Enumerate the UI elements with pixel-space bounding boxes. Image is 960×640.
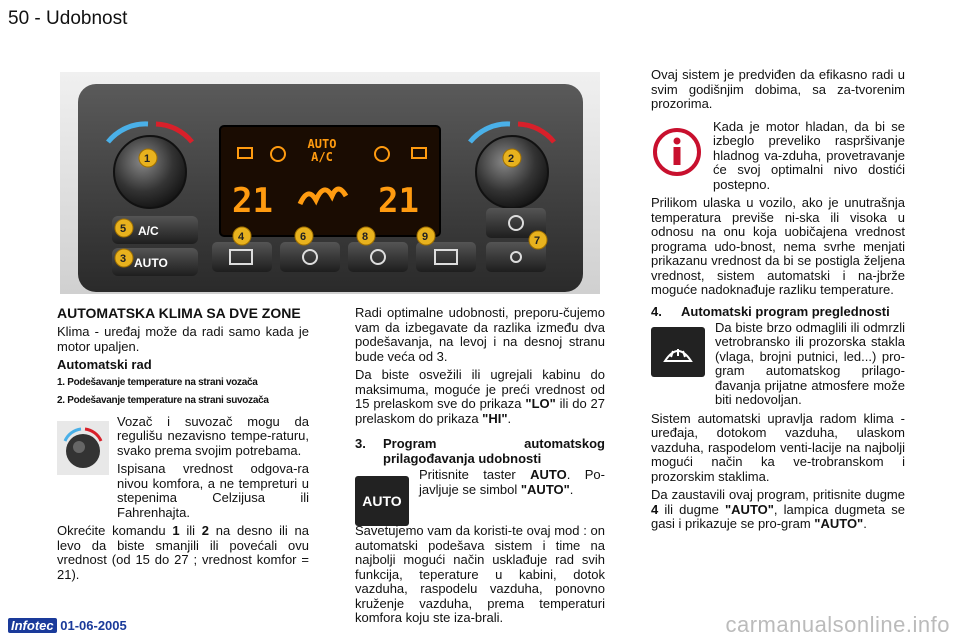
intro-text: Klima - uređaj može da radi samo kada je motor upaljen. xyxy=(57,324,309,354)
list-item-2: 2. Podešavanje temperature na strani suvozača xyxy=(57,394,269,406)
left-p1: Vozač i suvozač mogu da regulišu nezavisno tempe-raturu, svako prema svojim potrebama. xyxy=(117,413,309,458)
left-p3: Okrećite komandu 1 ili 2 na desno ili na levo da biste smanjili ili povećali ovu vrednost (od 15 do 27 ; vrednost komfor = 21). xyxy=(57,523,310,582)
right-p3: Prilikom ulaska u vozilo, ako je unutrašnja temperatura previše ni-ska ili visoka u odnosu na onu koja uobičajena vrednost programa udo-bnost, nema svrhe menjati prikazanu vrednost da bi se postigla željena vrednost, sistem automatski i na-jbrže moguće nadoknađuje razliku temperature. xyxy=(651,195,905,297)
fan-button xyxy=(280,242,340,272)
right-p1: Ovaj sistem je predviđen da efikasno radi u svim godišnjim dobima, sa za-tvorenim prozorima. xyxy=(651,67,905,111)
callout-4: 4 xyxy=(238,231,245,243)
callout-7: 7 xyxy=(534,235,541,247)
recirc-button xyxy=(348,242,408,272)
section-3-heading: 3. Program automatskog prilagođavanja udobnosti xyxy=(355,436,605,466)
middle-column xyxy=(355,306,605,630)
right-p4: Da biste brzo odmaglili ili odmrzli vetrobransko ili prozorska stakla (vlaga, brojni putnici, led...) pro-gram automatskog prilago-đavanja prijatne atmosfere može biti nedovoljan. xyxy=(715,319,905,407)
callout-8: 8 xyxy=(362,231,369,243)
right-column xyxy=(651,68,905,536)
subsection-title: Automatski rad xyxy=(57,357,152,372)
lcd-right-temp: 21 xyxy=(378,181,419,221)
callout-2: 2 xyxy=(508,153,515,165)
mid-p4: Savetujemo vam da koristi-te ovaj mod : on automatski podešava sistem i time na najbolji mogući način usklađuje rad svih funkcija, teperature u kabini, dotok vazduha, raspodelu vazduha, ponovno kruženje vazduha, prema temperaturi komfora koju ste iza-brali. xyxy=(355,523,605,625)
page-header xyxy=(8,8,127,30)
infotec-logo: Infotec xyxy=(8,618,57,633)
ac-button-label: A/C xyxy=(138,224,159,238)
rear-defrost-button xyxy=(416,242,476,272)
auto-button-icon: AUTO xyxy=(355,476,409,526)
section-title: AUTOMATSKA KLIMA SA DVE ZONE xyxy=(57,305,301,321)
lcd-auto-label: AUTO xyxy=(307,137,337,151)
mid-p2: Da biste osvežili ili ugrejali kabinu do maksimuma, moguće je preći vrednost od 15 prelaskom sve do prikaza "LO" ili do 27 prelaskom do prikaza "HI". xyxy=(355,367,606,426)
knob-icon xyxy=(57,421,109,475)
callout-9: 9 xyxy=(422,231,429,243)
header-separator: - xyxy=(34,8,41,29)
list-item-1: 1. Podešavanje temperature na strani vozača xyxy=(57,376,258,388)
left-temperature-knob xyxy=(114,136,186,208)
right-p5: Sistem automatski upravlja radom klima - uređaja, dotokom vazduha, ulaskom vazduha, raspodelom venti-lacije na najbolji mogući način ka ve-trobranskom i prozorskim staklima. xyxy=(651,410,905,484)
right-p6: Da zaustavili ovaj program, pritisnite dugme 4 ili dugme "AUTO", lampica dugmeta se gasi i prikazuje se pro-gram "AUTO". xyxy=(651,487,905,531)
callout-5: 5 xyxy=(120,223,127,235)
callout-1: 1 xyxy=(144,153,151,165)
left-column xyxy=(57,306,309,586)
footer xyxy=(8,618,127,633)
callout-3: 3 xyxy=(120,253,127,265)
lcd-ac-label: A/C xyxy=(311,150,333,164)
left-p2-start: Ispisana vrednost odgova-ra nivou komfora, a ne tempreturi u stepenima Celzijusa ili Fahrenhajta. xyxy=(117,461,309,520)
lcd-left-temp: 21 xyxy=(232,181,273,221)
watermark: carmanualsonline.info xyxy=(725,612,950,637)
right-temperature-knob xyxy=(476,136,548,208)
right-p2: Kada je motor hladan, da bi se izbeglo preveliko raspršivanje hladnog va-zduha, provetravanje će svoj optimalni nivo dostići postepno. xyxy=(713,118,905,192)
mid-p1: Radi optimalne udobnosti, preporu-čujemo vam da izbegavate da razlika između dva podešavanja, na levoj i na desnoj stranu bude veća od 3. xyxy=(355,305,605,364)
callout-6: 6 xyxy=(300,231,307,243)
climate-panel-illustration xyxy=(60,72,600,294)
info-icon xyxy=(651,126,703,178)
auto-button-label: AUTO xyxy=(134,256,168,270)
defrost-button xyxy=(212,242,272,272)
page-number: 50 xyxy=(8,8,30,29)
section-4-heading: 4. Automatski program preglednosti xyxy=(651,303,890,319)
mid-p3: Pritisnite taster AUTO. Po-javljuje se simbol "AUTO". xyxy=(419,467,605,497)
chapter-title: Udobnost xyxy=(46,8,128,29)
footer-date: 01-06-2005 xyxy=(60,618,127,633)
defrost-button-icon xyxy=(651,327,705,377)
